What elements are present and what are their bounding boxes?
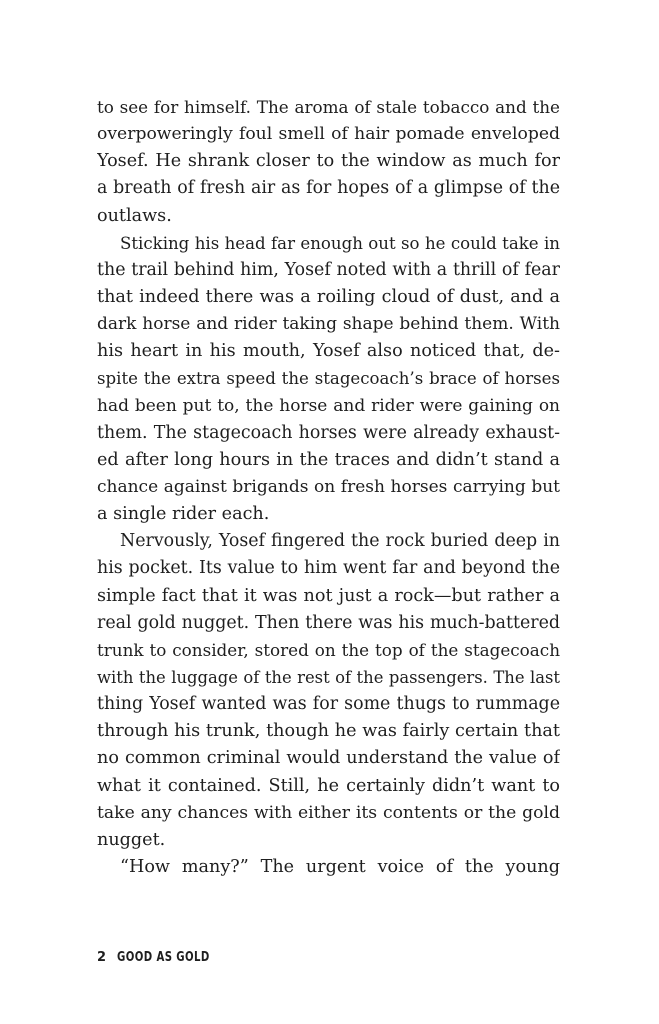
text-line: his pocket. Its value to him went far and beyond the — [97, 558, 560, 579]
text-line: with the luggage of the rest of the passengers. The last — [97, 667, 560, 687]
page-number: 2 — [97, 950, 107, 965]
text-line: real gold nugget. Then there was his much-battered — [97, 612, 560, 633]
text-line: take any chances with either its contents or the gold — [97, 802, 560, 823]
text-line: them. The stagecoach horses were already exhaust- — [97, 422, 560, 443]
text-line: the trail behind him, Yosef noted with a thrill of fear — [97, 259, 560, 280]
text-line: that indeed there was a roiling cloud of dust, and a — [97, 286, 560, 307]
text-line: no common criminal would understand the value of — [97, 748, 560, 769]
text-line: ed after long hours in the traces and didn’t stand a — [97, 449, 560, 470]
text-line: what it contained. Still, he certainly didn’t want to — [97, 775, 560, 796]
text-line: nugget. — [97, 829, 166, 850]
text-line: Yosef. He shrank closer to the window as much for — [97, 151, 560, 172]
text-line: a breath of fresh air as for hopes of a glimpse of the — [97, 178, 560, 199]
text-line: Sticking his head far enough out so he could take in — [120, 233, 560, 253]
text-line: chance against brigands on fresh horses carrying but — [97, 476, 560, 497]
text-line: outlaws. — [97, 205, 172, 226]
body-text — [97, 94, 560, 881]
text-line: simple fact that it was not just a rock—but rather a — [97, 585, 560, 606]
text-line: dark horse and rider taking shape behind them. With — [97, 314, 560, 335]
text-line: had been put to, the horse and rider were gaining on — [97, 395, 560, 416]
text-line: thing Yosef wanted was for some thugs to rummage — [97, 694, 560, 715]
text-line: Nervously, Yosef fingered the rock buried deep in — [120, 531, 560, 552]
text-line: overpoweringly foul smell of hair pomade enveloped — [97, 124, 560, 145]
text-line: through his trunk, though he was fairly certain that — [97, 721, 560, 742]
running-title: GOOD AS GOLD — [116, 950, 210, 965]
page-footer — [97, 950, 235, 970]
text-line: spite the extra speed the stagecoach’s brace of horses — [97, 369, 560, 389]
text-line: his heart in his mouth, Yosef also noticed that, de- — [97, 341, 560, 362]
text-line: trunk to consider, stored on the top of the stagecoach — [97, 639, 560, 660]
text-line: “How many?” The urgent voice of the young — [120, 856, 560, 877]
text-line: to see for himself. The aroma of stale tobacco and the — [97, 97, 560, 117]
text-line: a single rider each. — [97, 504, 270, 525]
